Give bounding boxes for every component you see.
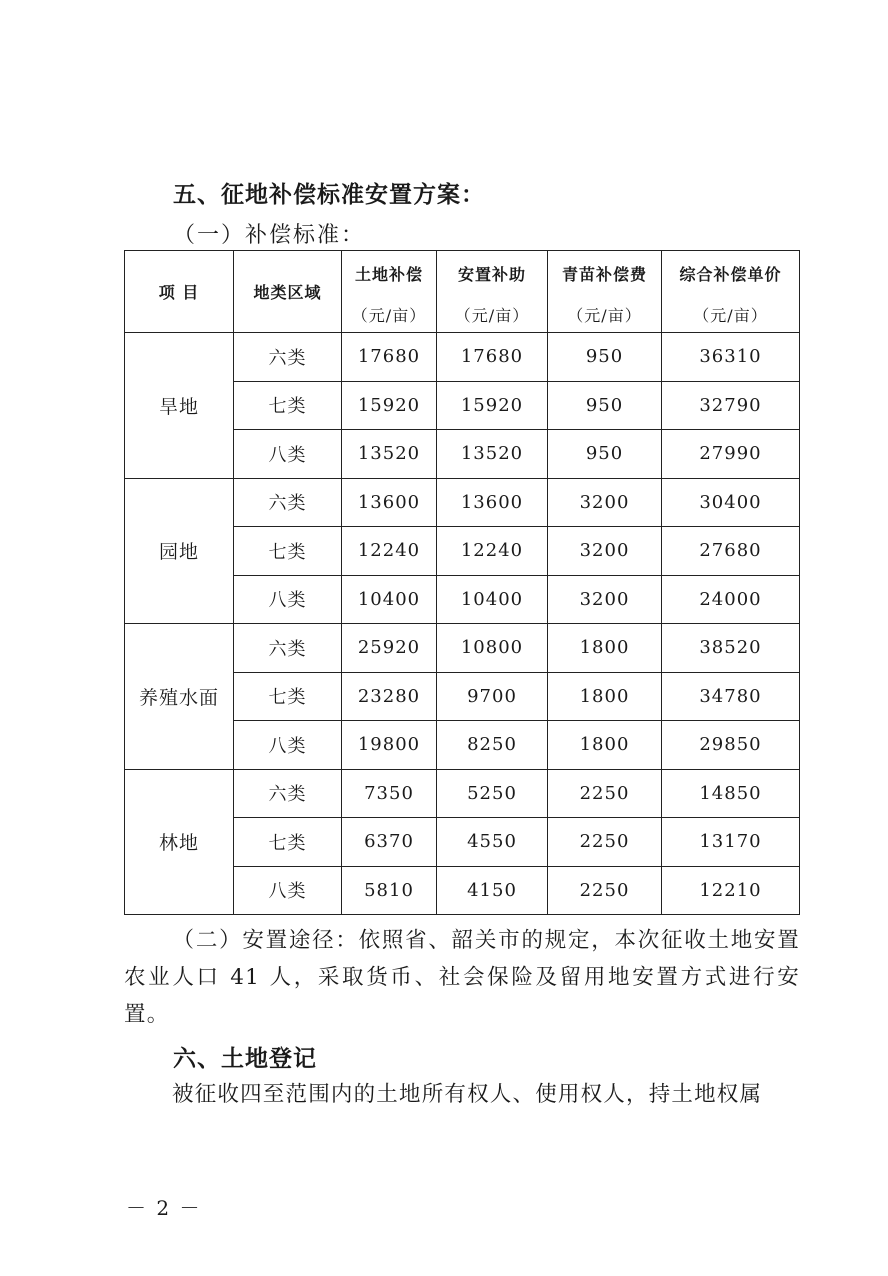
- cell-land: 7350: [342, 769, 437, 818]
- cell-resettle: 9700: [437, 672, 548, 721]
- cell-land: 10400: [342, 575, 437, 624]
- cell-resettle: 5250: [437, 769, 548, 818]
- cell-cls: 七类: [234, 672, 342, 721]
- cell-cls: 七类: [234, 818, 342, 867]
- compensation-table: [124, 250, 800, 915]
- cell-resettle: 10800: [437, 624, 548, 673]
- cell-cls: 七类: [234, 381, 342, 430]
- cell-crop: 1800: [548, 721, 662, 770]
- cell-total: 12210: [662, 866, 800, 915]
- cell-crop: 950: [548, 381, 662, 430]
- unit-land: （元/亩）: [342, 297, 437, 333]
- cell-total: 27990: [662, 430, 800, 479]
- header-region: 地类区域: [234, 251, 342, 333]
- cell-land: 13600: [342, 478, 437, 527]
- cell-cls: 六类: [234, 333, 342, 382]
- category-cell: 养殖水面: [125, 624, 234, 770]
- cell-resettle: 8250: [437, 721, 548, 770]
- header-resettle: 安置补助: [437, 251, 548, 297]
- cell-resettle: 15920: [437, 381, 548, 430]
- subsection-heading: （一）补偿标准：: [173, 223, 366, 248]
- table-row: [125, 478, 800, 527]
- cell-total: 32790: [662, 381, 800, 430]
- category-cell: 林地: [125, 769, 234, 915]
- cell-crop: 3200: [548, 478, 662, 527]
- cell-land: 23280: [342, 672, 437, 721]
- cell-cls: 八类: [234, 430, 342, 479]
- cell-cls: 八类: [234, 866, 342, 915]
- cell-total: 38520: [662, 624, 800, 673]
- header-item: 项 目: [125, 251, 234, 333]
- table-row: [125, 333, 800, 382]
- cell-total: 13170: [662, 818, 800, 867]
- cell-cls: 七类: [234, 527, 342, 576]
- cell-land: 5810: [342, 866, 437, 915]
- cell-cls: 六类: [234, 624, 342, 673]
- cell-crop: 2250: [548, 866, 662, 915]
- cell-total: 34780: [662, 672, 800, 721]
- cell-crop: 3200: [548, 575, 662, 624]
- cell-crop: 2250: [548, 769, 662, 818]
- cell-resettle: 4550: [437, 818, 548, 867]
- page-number: － 2 －: [126, 1196, 202, 1220]
- cell-total: 24000: [662, 575, 800, 624]
- cell-land: 19800: [342, 721, 437, 770]
- cell-crop: 2250: [548, 818, 662, 867]
- cell-total: 36310: [662, 333, 800, 382]
- cell-cls: 六类: [234, 478, 342, 527]
- section-heading: 五、征地补偿标准安置方案：: [173, 182, 485, 208]
- cell-land: 12240: [342, 527, 437, 576]
- unit-crop: （元/亩）: [548, 297, 662, 333]
- section-heading-registration: 六、土地登记: [173, 1046, 317, 1072]
- cell-total: 30400: [662, 478, 800, 527]
- cell-land: 17680: [342, 333, 437, 382]
- header-crop: 青苗补偿费: [548, 251, 662, 297]
- registration-text: 被征收四至范围内的土地所有权人、使用权人，持土地权属: [172, 1082, 763, 1107]
- cell-total: 29850: [662, 721, 800, 770]
- cell-total: 27680: [662, 527, 800, 576]
- cell-crop: 3200: [548, 527, 662, 576]
- cell-cls: 八类: [234, 575, 342, 624]
- cell-cls: 八类: [234, 721, 342, 770]
- cell-crop: 950: [548, 430, 662, 479]
- category-cell: 园地: [125, 478, 234, 624]
- cell-land: 6370: [342, 818, 437, 867]
- unit-resettle: （元/亩）: [437, 297, 548, 333]
- header-land: 土地补偿: [342, 251, 437, 297]
- cell-crop: 1800: [548, 672, 662, 721]
- cell-land: 25920: [342, 624, 437, 673]
- cell-crop: 1800: [548, 624, 662, 673]
- cell-resettle: 13600: [437, 478, 548, 527]
- table-row: [125, 624, 800, 673]
- cell-resettle: 4150: [437, 866, 548, 915]
- category-cell: 旱地: [125, 333, 234, 479]
- table-row: [125, 769, 800, 818]
- registration-paragraph: [124, 1076, 800, 1113]
- cell-land: 15920: [342, 381, 437, 430]
- cell-resettle: 12240: [437, 527, 548, 576]
- resettlement-paragraph: [124, 922, 800, 1033]
- cell-total: 14850: [662, 769, 800, 818]
- header-total: 综合补偿单价: [662, 251, 800, 297]
- cell-resettle: 17680: [437, 333, 548, 382]
- resettlement-text: （二）安置途径：依照省、韶关市的规定，本次征收土地安置农业人口 41 人，采取货币、社会保险及留用地安置方式进行安置。: [124, 928, 800, 1027]
- cell-resettle: 13520: [437, 430, 548, 479]
- unit-total: （元/亩）: [662, 297, 800, 333]
- cell-resettle: 10400: [437, 575, 548, 624]
- cell-land: 13520: [342, 430, 437, 479]
- cell-crop: 950: [548, 333, 662, 382]
- cell-cls: 六类: [234, 769, 342, 818]
